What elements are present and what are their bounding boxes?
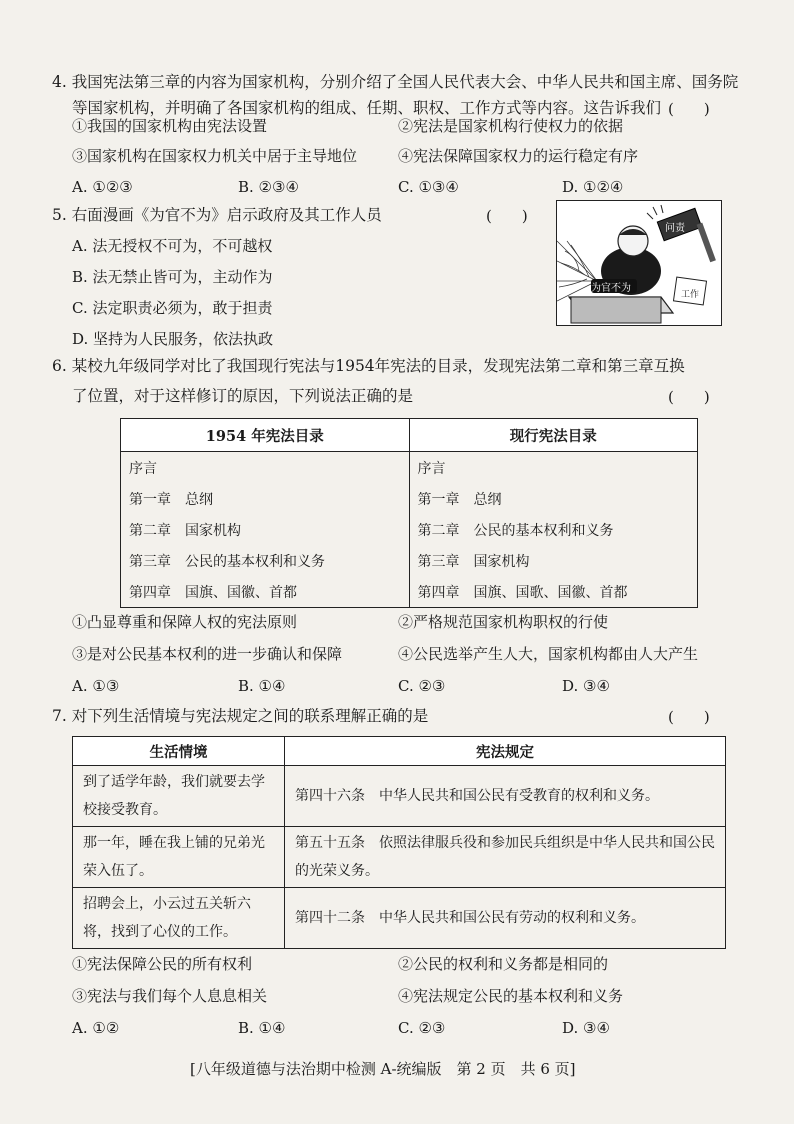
q6-option-d: D. ③④ bbox=[562, 677, 610, 695]
table-cell: 到了适学年龄，我们就要去学校接受教育。 bbox=[73, 766, 285, 827]
page-footer: [八年级道德与法治期中检测 A-统编版 第 2 页 共 6 页] bbox=[190, 1060, 576, 1078]
table-cell: 序言 bbox=[409, 452, 698, 484]
q7-statement-3: ③宪法与我们每个人息息相关 bbox=[72, 987, 268, 1005]
table-cell: 那一年，睡在我上铺的兄弟光荣入伍了。 bbox=[73, 827, 285, 888]
q4-option-d: D. ①②④ bbox=[562, 178, 624, 196]
q6-statement-4: ④公民选举产生人大，国家机构都由人大产生 bbox=[398, 645, 699, 663]
q7-option-d: D. ③④ bbox=[562, 1019, 610, 1037]
q4-statement-2: ②宪法是国家机构行使权力的依据 bbox=[398, 117, 624, 135]
table-cell: 序言 bbox=[121, 452, 410, 484]
table-cell: 第一章 总纲 bbox=[121, 483, 410, 514]
q6-statement-2: ②严格规范国家机构职权的行使 bbox=[398, 613, 609, 631]
table-cell: 第五十五条 依照法律服兵役和参加民兵组织是中华人民共和国公民的光荣义务。 bbox=[285, 827, 726, 888]
table-cell: 第二章 国家机构 bbox=[121, 514, 410, 545]
table-row bbox=[121, 483, 698, 514]
q4-stem-line2: 等国家机构，并明确了各国家机构的组成、任期、职权、工作方式等内容。这告诉我们 bbox=[72, 99, 662, 117]
table-cell: 第二章 公民的基本权利和义务 bbox=[409, 514, 698, 545]
q6-constitution-table bbox=[120, 418, 698, 608]
q5-answer-paren: ( ) bbox=[486, 207, 528, 225]
q7-stem: 7. 对下列生活情境与宪法规定之间的联系理解正确的是 bbox=[52, 707, 429, 725]
table-cell: 第四十二条 中华人民共和国公民有劳动的权利和义务。 bbox=[285, 888, 726, 949]
table-cell: 第四十六条 中华人民共和国公民有受教育的权利和义务。 bbox=[285, 766, 726, 827]
q4-option-a: A. ①②③ bbox=[72, 178, 133, 196]
q7-statement-4: ④宪法规定公民的基本权利和义务 bbox=[398, 987, 624, 1005]
q6-stem-line1: 6. 某校九年级同学对比了我国现行宪法与1954年宪法的目录，发现宪法第二章和第三章互换 bbox=[52, 357, 685, 375]
cartoon-drawing bbox=[557, 201, 721, 325]
q7-scenario-table bbox=[72, 736, 726, 949]
cartoon-label-hammer: 问责 bbox=[665, 223, 685, 234]
q6-option-c: C. ②③ bbox=[398, 677, 446, 695]
q5-option-a: A. 法无授权不可为，不可越权 bbox=[72, 237, 273, 255]
q4-statement-3: ③国家机构在国家权力机关中居于主导地位 bbox=[72, 147, 358, 165]
q5-option-b: B. 法无禁止皆可为，主动作为 bbox=[72, 268, 273, 286]
cartoon-image bbox=[556, 200, 722, 326]
q4-answer-paren: ( ) bbox=[668, 100, 710, 118]
q6-statement-1: ①凸显尊重和保障人权的宪法原则 bbox=[72, 613, 298, 631]
table-row bbox=[121, 576, 698, 608]
q4-stem-line1: 4. 我国宪法第三章的内容为国家机构，分别介绍了全国人民代表大会、中华人民共和国主席、国务院 bbox=[52, 73, 739, 91]
q6-table-header-1954: 1954 年宪法目录 bbox=[121, 419, 410, 452]
cartoon-label-desk: 为官不为 bbox=[591, 283, 631, 294]
q6-option-a: A. ①③ bbox=[72, 677, 120, 695]
q4-option-c: C. ①③④ bbox=[398, 178, 459, 196]
q4-statement-4: ④宪法保障国家权力的运行稳定有序 bbox=[398, 147, 639, 165]
q4-statement-1: ①我国的国家机构由宪法设置 bbox=[72, 117, 268, 135]
q6-option-b: B. ①④ bbox=[238, 677, 286, 695]
q7-option-a: A. ①② bbox=[72, 1019, 120, 1037]
q5-option-c: C. 法定职责必须为，敢于担责 bbox=[72, 299, 273, 317]
q5-stem: 5. 右面漫画《为官不为》启示政府及其工作人员 bbox=[52, 206, 382, 224]
table-cell: 第三章 公民的基本权利和义务 bbox=[121, 545, 410, 576]
table-cell: 第四章 国旗、国歌、国徽、首都 bbox=[409, 576, 698, 608]
table-cell: 第一章 总纲 bbox=[409, 483, 698, 514]
table-cell: 招聘会上，小云过五关斩六将，找到了心仪的工作。 bbox=[73, 888, 285, 949]
hammer-icon bbox=[657, 208, 716, 275]
table-row bbox=[121, 545, 698, 576]
q6-answer-paren: ( ) bbox=[668, 388, 710, 406]
table-row bbox=[121, 514, 698, 545]
table-row bbox=[73, 827, 726, 888]
table-cell: 第三章 国家机构 bbox=[409, 545, 698, 576]
q5-option-d: D. 坚持为人民服务，依法执政 bbox=[72, 330, 274, 348]
q7-answer-paren: ( ) bbox=[668, 708, 710, 726]
q6-statement-3: ③是对公民基本权利的进一步确认和保障 bbox=[72, 645, 343, 663]
table-cell: 第四章 国旗、国徽、首都 bbox=[121, 576, 410, 608]
q7-table-header-scenario: 生活情境 bbox=[73, 737, 285, 766]
q6-stem-line2: 了位置，对于这样修订的原因，下列说法正确的是 bbox=[72, 387, 414, 405]
q7-statement-1: ①宪法保障公民的所有权利 bbox=[72, 955, 253, 973]
table-row bbox=[121, 452, 698, 484]
q7-option-c: C. ②③ bbox=[398, 1019, 446, 1037]
q7-table-header-provision: 宪法规定 bbox=[285, 737, 726, 766]
cartoon-label-paper: 工作 bbox=[681, 290, 700, 300]
table-row bbox=[73, 766, 726, 827]
q4-option-b: B. ②③④ bbox=[238, 178, 299, 196]
q6-table-header-current: 现行宪法目录 bbox=[409, 419, 698, 452]
q7-option-b: B. ①④ bbox=[238, 1019, 286, 1037]
table-row bbox=[73, 888, 726, 949]
q7-statement-2: ②公民的权利和义务都是相同的 bbox=[398, 955, 609, 973]
